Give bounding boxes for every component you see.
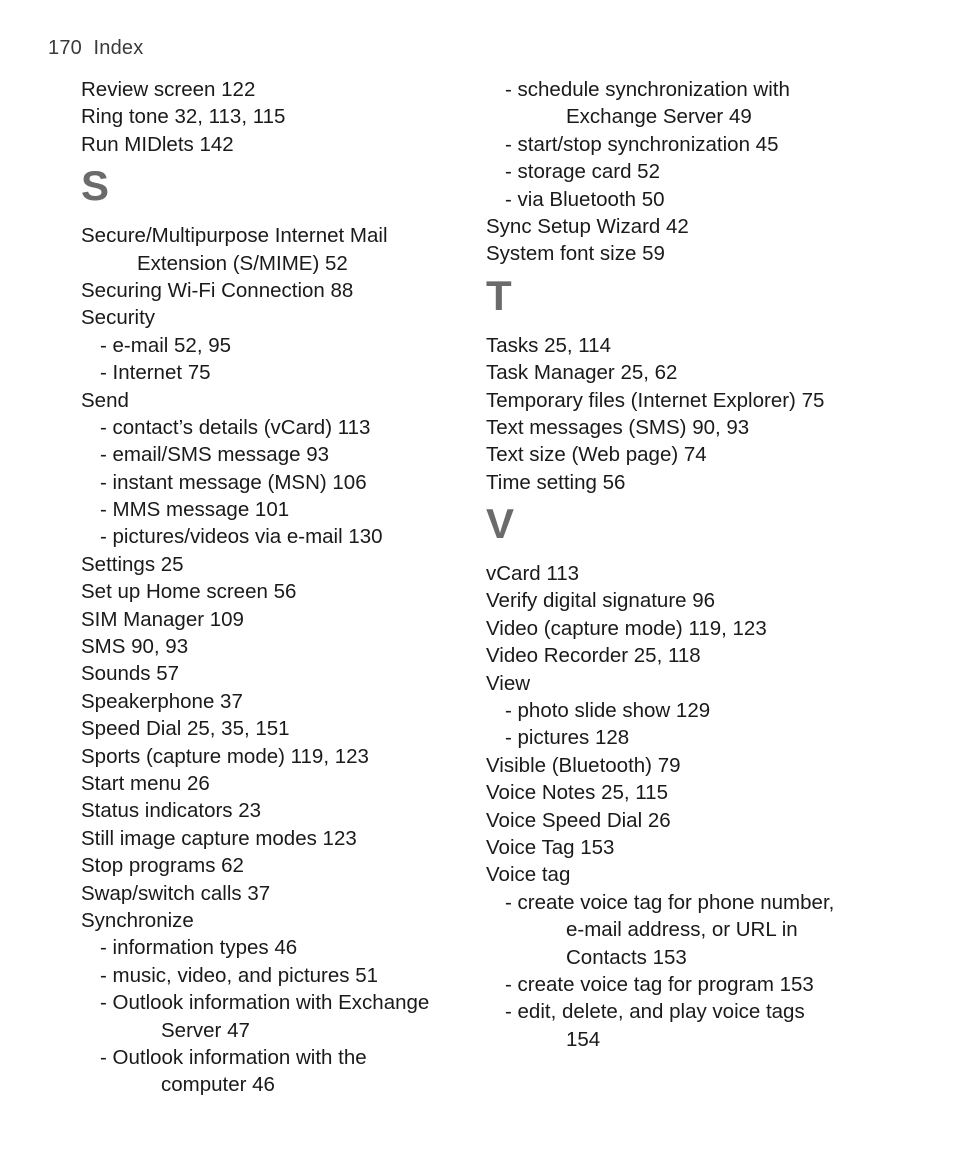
index-entry: Run MIDlets 142 (81, 132, 234, 156)
index-subentry: - schedule synchronization with (505, 78, 790, 101)
index-entry: Video Recorder 25, 118 (486, 644, 701, 668)
index-subentry: - start/stop synchronization 45 (505, 132, 779, 156)
index-entry-continuation: 154 (566, 1027, 601, 1051)
index-entry: Speed Dial 25, 35, 151 (81, 717, 290, 741)
index-subentry: - e-mail 52, 95 (100, 333, 232, 357)
index-entry: Voice Speed Dial 26 (486, 808, 671, 832)
index-entry-continuation: e-mail address, or URL in (566, 918, 798, 942)
index-entry: SMS 90, 93 (81, 635, 189, 659)
index-subentry: - pictures 128 (505, 726, 630, 750)
index-entry: System font size 59 (486, 242, 665, 266)
index-letter-heading: S (81, 162, 110, 210)
index-entry: Securing Wi-Fi Connection 88 (81, 278, 354, 302)
index-entry: Status indicators 23 (81, 799, 262, 823)
page-number: 170 (48, 37, 82, 59)
index-entry: Sounds 57 (81, 662, 180, 686)
index-entry: vCard 113 (486, 562, 580, 586)
index-subentry: - Outlook information with Exchange (100, 991, 430, 1015)
index-entry: Task Manager 25, 62 (486, 361, 678, 385)
index-subentry: - create voice tag for program 153 (505, 972, 814, 996)
index-column-right (486, 76, 926, 1053)
index-entry: Video (capture mode) 119, 123 (486, 616, 767, 640)
running-header (48, 37, 143, 60)
index-letter-heading: T (486, 271, 512, 319)
index-entry: Voice Notes 25, 115 (486, 781, 668, 805)
index-entry: Time setting 56 (486, 470, 626, 494)
section-title: Index (93, 37, 144, 59)
index-entry: Text messages (SMS) 90, 93 (486, 415, 750, 439)
index-entry: Speakerphone 37 (81, 689, 243, 713)
index-entry: Stop programs 62 (81, 854, 244, 878)
index-subentry: - via Bluetooth 50 (505, 187, 665, 211)
index-entry: Synchronize (81, 908, 194, 932)
index-subentry: - pictures/videos via e-mail 130 (100, 525, 383, 549)
index-entry: Sports (capture mode) 119, 123 (81, 744, 369, 768)
index-entry-continuation: Exchange Server 49 (566, 105, 752, 129)
index-entry: Temporary files (Internet Explorer) 75 (486, 388, 825, 412)
index-entry: Verify digital signature 96 (486, 589, 716, 613)
index-entry: Text size (Web page) 74 (486, 443, 707, 467)
index-entry: Voice tag (486, 863, 571, 887)
index-entry: Visible (Bluetooth) 79 (486, 753, 681, 777)
index-entry: Still image capture modes 123 (81, 826, 357, 850)
index-subentry: - edit, delete, and play voice tags (505, 1000, 805, 1024)
index-subentry: - music, video, and pictures 51 (100, 963, 379, 987)
index-subentry: - instant message (MSN) 106 (100, 470, 367, 494)
index-subentry: - Internet 75 (100, 361, 211, 385)
index-entry: Security (81, 306, 156, 330)
index-entry: View (486, 671, 531, 695)
index-subentry: - information types 46 (100, 936, 298, 960)
index-entry: Start menu 26 (81, 771, 210, 795)
index-entry: Send (81, 388, 129, 412)
index-entry-continuation: Contacts 153 (566, 945, 687, 969)
index-subentry: - email/SMS message 93 (100, 443, 330, 467)
index-entry: Review screen 122 (81, 78, 256, 101)
index-subentry: - MMS message 101 (100, 498, 290, 522)
index-entry: Set up Home screen 56 (81, 580, 297, 604)
index-letter-heading: V (486, 500, 515, 548)
index-subentry: - contact’s details (vCard) 113 (100, 415, 371, 439)
index-entry-continuation: Extension (S/MIME) 52 (137, 251, 348, 275)
index-entry: Tasks 25, 114 (486, 333, 611, 357)
index-entry: Swap/switch calls 37 (81, 881, 271, 905)
index-subentry: - storage card 52 (505, 160, 660, 184)
index-column-left (81, 76, 471, 1099)
index-entry: Settings 25 (81, 552, 184, 576)
index-entry: Ring tone 32, 113, 115 (81, 105, 286, 129)
index-subentry: - Outlook information with the (100, 1045, 367, 1069)
index-entry-continuation: Server 47 (161, 1018, 250, 1042)
index-entry: Sync Setup Wizard 42 (486, 214, 689, 238)
index-subentry: - photo slide show 129 (505, 699, 711, 723)
index-subentry: - create voice tag for phone number, (505, 890, 835, 914)
index-entry: Secure/Multipurpose Internet Mail (81, 224, 388, 248)
index-entry-continuation: computer 46 (161, 1073, 275, 1097)
index-entry: Voice Tag 153 (486, 835, 615, 859)
index-entry: SIM Manager 109 (81, 607, 244, 631)
